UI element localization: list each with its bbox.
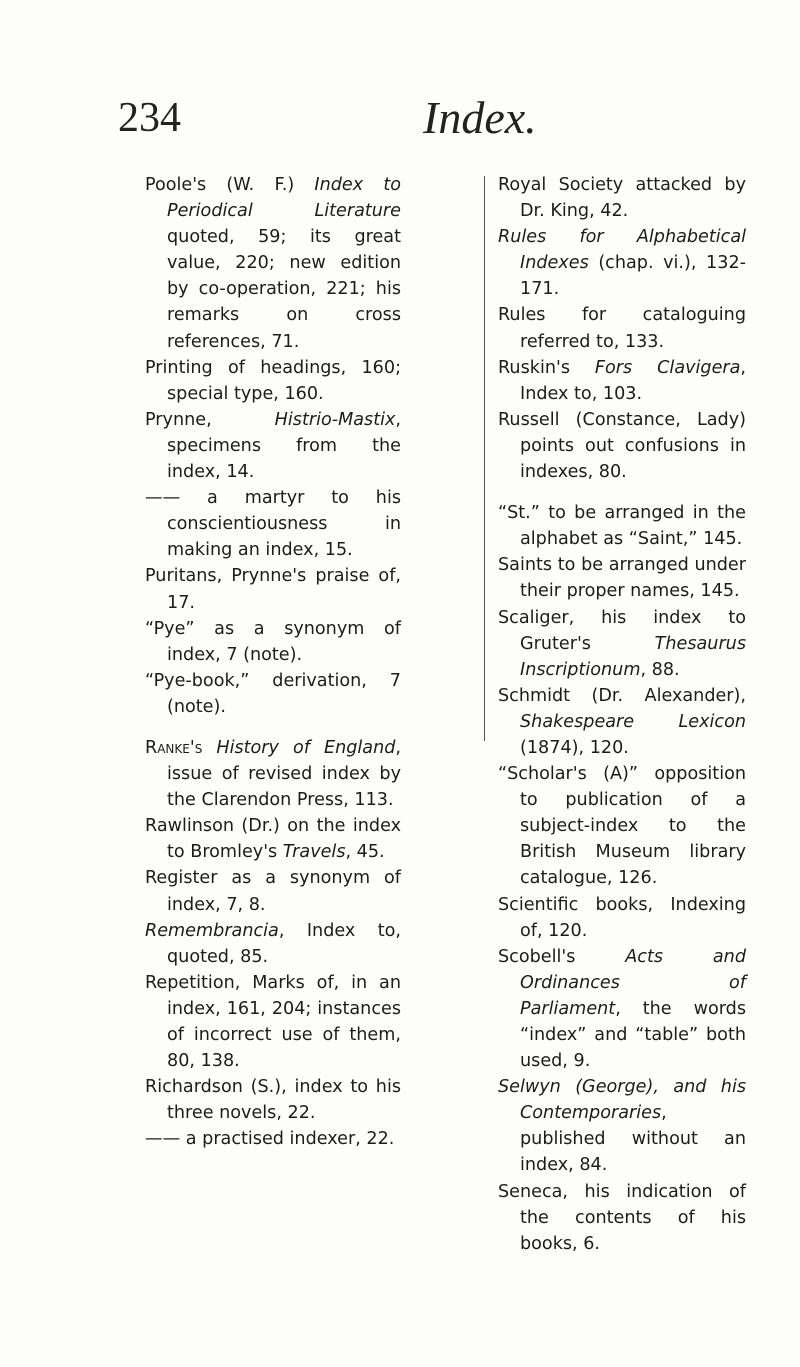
entry-text: Rawlinson (Dr.) on the index to Bromley's	[145, 816, 401, 863]
index-entry	[498, 605, 746, 683]
entry-text: , published without an index, 84.	[520, 1103, 746, 1176]
entry-text: “Pye” as a synonym of index, 7 (note).	[145, 618, 401, 665]
entry-italic-title: Rules for Alphabetical Indexes	[498, 227, 746, 274]
entry-text: Repetition, Marks of, in an index, 161, 204; instances of incorrect use of them, 80, 138.	[145, 972, 401, 1072]
column-divider	[484, 176, 485, 741]
index-entry	[145, 172, 401, 355]
entry-italic-title: Acts and Ordinances of Parliament	[520, 946, 746, 1019]
entry-text: Scobell's	[498, 946, 626, 967]
entry-italic-title: Selwyn (George), and his Contemporaries	[498, 1077, 746, 1124]
index-entry	[145, 813, 401, 865]
index-entry	[145, 1074, 401, 1126]
entry-text: (1874), 120.	[520, 737, 629, 758]
entry-text: Richardson (S.), index to his three novels, 22.	[145, 1077, 401, 1124]
entry-text: Schmidt (Dr. Alexander),	[498, 685, 746, 706]
entry-text: , 88.	[640, 659, 680, 680]
entry-text: “Scholar's (A)” opposition to publication of a subject-index to the British Museum library catalogue, 126.	[498, 764, 746, 889]
entry-text: quoted, 59; its great value, 220; new edition by co-operation, 221; his remarks on cross references, 71.	[167, 227, 401, 352]
entry-italic-title: Travels	[282, 842, 346, 863]
entry-text: “St.” to be arranged in the alphabet as “Saint,” 145.	[498, 503, 746, 550]
entry-text: Puritans, Prynne's praise of, 17.	[145, 566, 401, 613]
entry-text: Poole's (W. F.)	[145, 175, 315, 195]
index-entry	[498, 172, 746, 224]
entry-text: Printing of headings, 160; special type, 160.	[145, 357, 401, 404]
index-entry	[145, 735, 401, 813]
index-entry	[145, 563, 401, 615]
entry-text: Ruskin's	[498, 357, 595, 378]
entry-text: Russell (Constance, Lady) points out confusions in indexes, 80.	[498, 409, 746, 483]
section-gap	[498, 485, 746, 500]
index-entry	[498, 224, 746, 302]
entry-italic-title: Shakespeare Lexicon	[520, 711, 746, 732]
index-entry	[498, 302, 746, 354]
index-entry	[145, 616, 401, 668]
entry-text: , Index to, quoted, 85.	[167, 920, 401, 967]
page-number: 234	[118, 95, 181, 141]
index-entry	[498, 1074, 746, 1178]
entry-text: Scaliger, his index to Gruter's	[498, 607, 746, 654]
index-column-left	[145, 172, 401, 1152]
page-header	[0, 92, 800, 152]
index-entry	[145, 407, 401, 485]
index-entry	[498, 500, 746, 552]
index-entry	[498, 892, 746, 944]
section-gap	[145, 720, 401, 735]
index-entry	[498, 552, 746, 604]
entry-italic-title: Index to Periodical Literature	[167, 175, 401, 222]
entry-italic-title: Thesaurus Inscriptionum	[520, 633, 746, 680]
entry-smallcaps-heading: Ranke's	[145, 737, 203, 758]
index-entry	[498, 407, 746, 485]
entry-text: , specimens from the index, 14.	[167, 409, 401, 483]
entry-italic-title: Fors Clavigera	[594, 357, 741, 378]
entry-italic-title: History of England	[216, 737, 396, 758]
index-entry	[498, 683, 746, 761]
entry-text: , Index to, 103.	[520, 357, 746, 404]
entry-text: Prynne,	[145, 409, 275, 430]
index-entry	[145, 970, 401, 1074]
index-entry	[145, 865, 401, 917]
entry-text: Saints to be arranged under their proper names, 145.	[498, 555, 746, 602]
index-entry	[498, 355, 746, 407]
index-entry	[145, 668, 401, 720]
entry-text: , 45.	[345, 842, 385, 863]
entry-text: —— a practised indexer, 22.	[145, 1129, 395, 1150]
entry-text: “Pye-book,” derivation, 7 (note).	[145, 670, 401, 717]
running-title: Index.	[423, 92, 537, 143]
entry-text	[202, 738, 216, 758]
index-entry	[145, 355, 401, 407]
entry-text: (chap. vi.), 132-171.	[520, 253, 746, 300]
index-entry	[498, 761, 746, 891]
entry-text: , the words “index” and “table” both used, 9.	[520, 998, 746, 1072]
entry-italic-title: Remembrancia	[145, 920, 279, 941]
index-column-right	[498, 172, 746, 1257]
entry-text: Royal Society attacked by Dr. King, 42.	[498, 175, 746, 222]
entry-text: Rules for cataloguing referred to, 133.	[498, 305, 746, 352]
entry-italic-title: Histrio-Mastix	[274, 409, 396, 430]
entry-text: Scientific books, Indexing of, 120.	[498, 894, 746, 941]
index-entry	[498, 944, 746, 1074]
entry-text: , issue of revised index by the Clarendon Press, 113.	[167, 737, 401, 811]
entry-text: Seneca, his indication of the contents of his books, 6.	[498, 1181, 746, 1254]
entry-text: Register as a synonym of index, 7, 8.	[145, 868, 401, 915]
index-entry	[498, 1179, 746, 1257]
index-entry	[145, 1126, 401, 1152]
entry-text: —— a martyr to his conscientiousness in making an index, 15.	[145, 488, 401, 561]
index-entry	[145, 918, 401, 970]
index-entry	[145, 485, 401, 563]
